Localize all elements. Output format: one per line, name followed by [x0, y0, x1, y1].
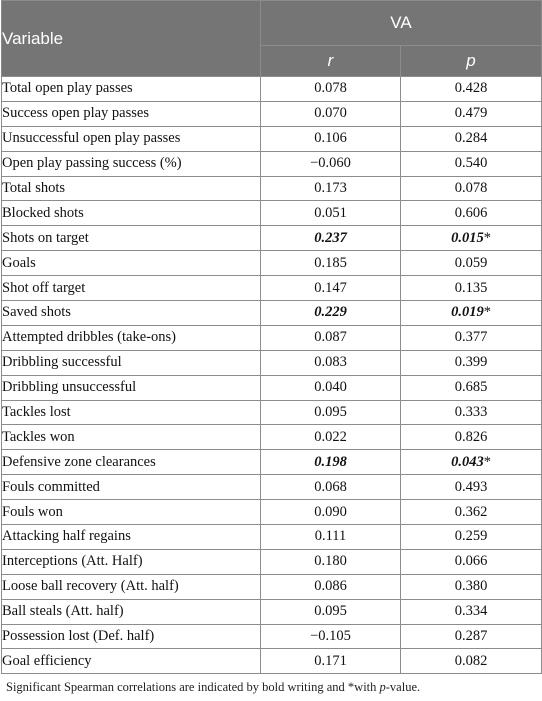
table-row: [2, 549, 542, 574]
table-row: [2, 201, 542, 226]
p-value-cell: [401, 77, 542, 102]
variable-cell: Dribbling successful: [2, 350, 261, 375]
variable-cell: Ball steals (Att. half): [2, 599, 261, 624]
significance-marker: *: [483, 453, 491, 470]
p-value: 0.078: [454, 180, 488, 196]
variable-cell: Unsuccessful open play passes: [2, 126, 261, 151]
table-row: [2, 375, 542, 400]
p-value-cell: [401, 251, 542, 276]
p-value: 0.399: [454, 354, 488, 371]
variable-cell: Goals: [2, 251, 261, 276]
variable-cell: Attempted dribbles (take-ons): [2, 325, 261, 350]
r-value-cell: 0.171: [261, 649, 401, 674]
r-value-cell: 0.040: [261, 375, 401, 400]
r-value-cell: 0.086: [261, 574, 401, 599]
table-header: [2, 1, 542, 77]
variable-cell: Open play passing success (%): [2, 151, 261, 176]
p-value-cell: [401, 400, 542, 425]
variable-cell: Saved shots: [2, 301, 261, 326]
footnote-text: Significant Spearman correlations are indicated by bold writing and *with: [6, 680, 380, 694]
table-row: [2, 425, 542, 450]
r-value-cell: 0.068: [261, 475, 401, 500]
p-value: 0.082: [454, 652, 488, 669]
p-value-cell: [401, 101, 542, 126]
r-value-cell: 0.198: [261, 450, 401, 475]
p-value: 0.135: [454, 279, 488, 296]
r-value-cell: 0.180: [261, 549, 401, 574]
r-value-cell: 0.070: [261, 101, 401, 126]
variable-cell: Possession lost (Def. half): [2, 624, 261, 649]
variable-cell: Defensive zone clearances: [2, 450, 261, 475]
table-row: [2, 624, 542, 649]
p-value: 0.043: [451, 453, 484, 470]
p-value-cell: [401, 500, 542, 525]
p-value-cell: [401, 126, 542, 151]
table-row: [2, 151, 542, 176]
r-value-cell: 0.090: [261, 500, 401, 525]
table-row: [2, 599, 542, 624]
table-row: [2, 649, 542, 674]
table-footnote: [6, 680, 420, 695]
p-value: 0.015: [451, 229, 484, 246]
p-value-cell: [401, 624, 542, 649]
p-value-cell: [401, 525, 542, 550]
table-row: [2, 500, 542, 525]
table-row: [2, 325, 542, 350]
variable-cell: Total open play passes: [2, 77, 261, 102]
p-value-cell: [401, 425, 542, 450]
header-variable: Variable: [2, 1, 261, 77]
r-value-cell: 0.022: [261, 425, 401, 450]
r-value-cell: 0.078: [261, 77, 401, 102]
p-value: 0.493: [454, 478, 488, 495]
header-group-va: VA: [261, 1, 542, 46]
p-value: 0.284: [454, 130, 488, 147]
table-row: [2, 400, 542, 425]
footnote-tail: -value.: [385, 680, 421, 694]
p-value: 0.287: [454, 628, 488, 645]
correlation-table: [1, 0, 542, 674]
header-r: r: [261, 46, 401, 77]
variable-cell: Interceptions (Att. Half): [2, 549, 261, 574]
p-value-cell: [401, 201, 542, 226]
r-value-cell: 0.185: [261, 251, 401, 276]
r-value-cell: −0.105: [261, 624, 401, 649]
r-value-cell: 0.087: [261, 325, 401, 350]
r-value-cell: 0.237: [261, 226, 401, 251]
table-row: [2, 251, 542, 276]
variable-cell: Shots on target: [2, 226, 261, 251]
p-value-cell: [401, 325, 542, 350]
table-row: [2, 450, 542, 475]
table-row: [2, 226, 542, 251]
r-value-cell: 0.173: [261, 176, 401, 201]
p-value-cell: [401, 450, 542, 475]
variable-cell: Loose ball recovery (Att. half): [2, 574, 261, 599]
r-value-cell: 0.095: [261, 599, 401, 624]
variable-cell: Shot off target: [2, 276, 261, 301]
variable-cell: Success open play passes: [2, 101, 261, 126]
variable-cell: Fouls won: [2, 500, 261, 525]
p-value: 0.059: [454, 254, 488, 271]
r-value-cell: 0.147: [261, 276, 401, 301]
variable-cell: Fouls committed: [2, 475, 261, 500]
p-value-cell: [401, 301, 542, 326]
significance-marker: *: [483, 229, 491, 246]
p-value-cell: [401, 151, 542, 176]
p-value: 0.334: [454, 603, 488, 620]
footnote-italic: p: [379, 680, 386, 694]
p-value-cell: [401, 599, 542, 624]
p-value-cell: [401, 549, 542, 574]
p-value-cell: [401, 649, 542, 674]
r-value-cell: 0.095: [261, 400, 401, 425]
p-value: 0.428: [454, 80, 488, 97]
table-row: [2, 350, 542, 375]
p-value: 0.259: [454, 528, 488, 545]
table-row: [2, 525, 542, 550]
p-value: 0.826: [454, 428, 488, 445]
variable-cell: Attacking half regains: [2, 525, 261, 550]
p-value-cell: [401, 350, 542, 375]
r-value-cell: 0.111: [261, 525, 401, 550]
table-row: [2, 101, 542, 126]
p-value-cell: [401, 375, 542, 400]
variable-cell: Tackles lost: [2, 400, 261, 425]
p-value: 0.540: [454, 155, 488, 172]
significance-marker: *: [483, 304, 491, 321]
r-value-cell: 0.051: [261, 201, 401, 226]
p-value: 0.377: [454, 329, 488, 346]
table-row: [2, 475, 542, 500]
table-row: [2, 574, 542, 599]
p-value-cell: [401, 475, 542, 500]
p-value: 0.333: [454, 404, 488, 421]
p-value: 0.362: [454, 503, 488, 520]
variable-cell: Tackles won: [2, 425, 261, 450]
table-row: [2, 77, 542, 102]
r-value-cell: 0.229: [261, 301, 401, 326]
p-value-cell: [401, 176, 542, 201]
p-value-cell: [401, 276, 542, 301]
table-row: [2, 301, 542, 326]
r-value-cell: 0.106: [261, 126, 401, 151]
variable-cell: Dribbling unsuccessful: [2, 375, 261, 400]
p-value: 0.685: [454, 379, 488, 396]
variable-cell: Total shots: [2, 176, 261, 201]
p-value-cell: [401, 574, 542, 599]
p-value: 0.606: [454, 204, 488, 221]
header-p: p: [401, 46, 542, 77]
p-value-cell: [401, 226, 542, 251]
r-value-cell: −0.060: [261, 151, 401, 176]
variable-cell: Blocked shots: [2, 201, 261, 226]
table-row: [2, 276, 542, 301]
p-value: 0.019: [451, 304, 484, 321]
p-value: 0.479: [454, 105, 488, 122]
p-value: 0.066: [454, 553, 488, 570]
table-body: [2, 77, 542, 674]
variable-cell: Goal efficiency: [2, 649, 261, 674]
table-row: [2, 176, 542, 201]
table-row: [2, 126, 542, 151]
p-value: 0.380: [454, 578, 488, 595]
r-value-cell: 0.083: [261, 350, 401, 375]
